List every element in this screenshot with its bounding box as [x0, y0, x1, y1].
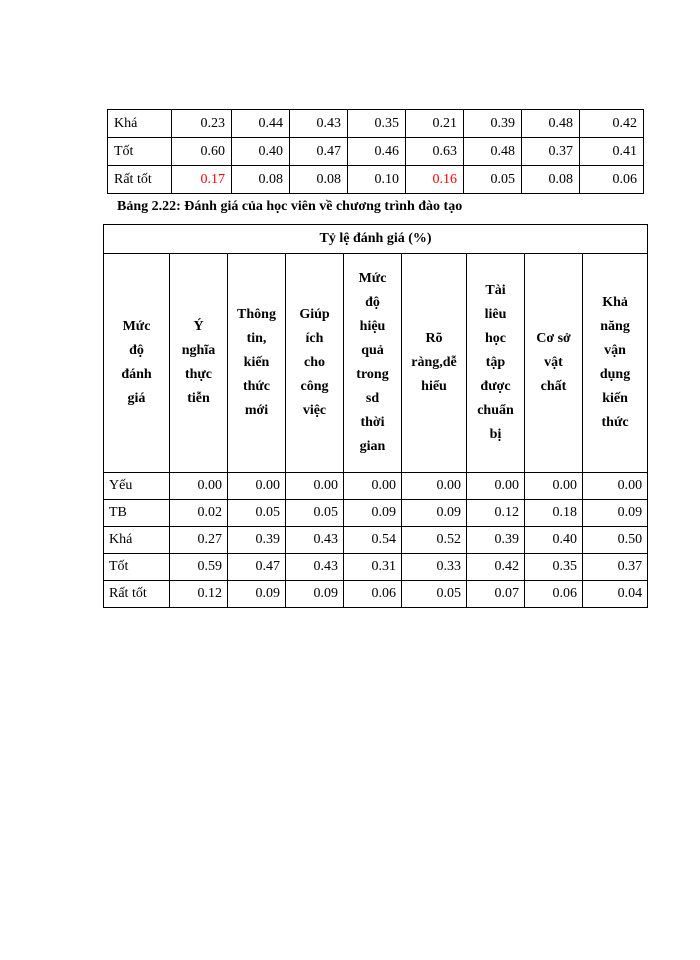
column-header: Mức độ đánh giá — [104, 254, 170, 473]
row-label: Rất tốt — [104, 581, 170, 608]
table-row — [108, 138, 644, 166]
column-header: Tài liêu học tập được chuẩn bị — [467, 254, 525, 473]
table-cell: 0.46 — [348, 138, 406, 166]
row-label: Khá — [108, 110, 172, 138]
table-cell: 0.00 — [467, 473, 525, 500]
table-cell: 0.08 — [522, 166, 580, 194]
table-cell: 0.63 — [406, 138, 464, 166]
table-cell: 0.16 — [406, 166, 464, 194]
table-cell: 0.42 — [580, 110, 644, 138]
table-cell: 0.60 — [172, 138, 232, 166]
table-cell: 0.33 — [402, 554, 467, 581]
table-cell: 0.59 — [170, 554, 228, 581]
table-header-row — [104, 254, 648, 473]
table-cell: 0.39 — [467, 527, 525, 554]
table-cell: 0.27 — [170, 527, 228, 554]
table-cell: 0.07 — [467, 581, 525, 608]
table-cell: 0.06 — [344, 581, 402, 608]
table-row — [104, 500, 648, 527]
table-cell: 0.47 — [228, 554, 286, 581]
column-header: Cơ sở vật chất — [525, 254, 583, 473]
table-cell: 0.43 — [286, 554, 344, 581]
table-cell: 0.40 — [525, 527, 583, 554]
column-header: Mức độ hiệu quả trong sd thời gian — [344, 254, 402, 473]
table-cell: 0.05 — [286, 500, 344, 527]
table-cell: 0.35 — [525, 554, 583, 581]
table-cell: 0.52 — [402, 527, 467, 554]
table-cell: 0.00 — [286, 473, 344, 500]
table-cell: 0.08 — [232, 166, 290, 194]
table-cell: 0.50 — [583, 527, 648, 554]
table-cell: 0.47 — [290, 138, 348, 166]
table-title: Tỷ lệ đánh giá (%) — [104, 225, 648, 254]
table-cell: 0.09 — [583, 500, 648, 527]
table-row — [104, 527, 648, 554]
table-caption: Bảng 2.22: Đánh giá của học viên về chương trình đào tạo — [117, 199, 463, 214]
table-cell: 0.00 — [170, 473, 228, 500]
table-row — [104, 581, 648, 608]
table-cell: 0.23 — [172, 110, 232, 138]
table-row — [108, 110, 644, 138]
table-cell: 0.48 — [522, 110, 580, 138]
evaluation-table — [103, 224, 648, 608]
column-header: Thông tin, kiến thức mới — [228, 254, 286, 473]
column-header: Rõ ràng,dễ hiểu — [402, 254, 467, 473]
row-label: Yếu — [104, 473, 170, 500]
table-cell: 0.42 — [467, 554, 525, 581]
table-cell: 0.21 — [406, 110, 464, 138]
table-cell: 0.08 — [290, 166, 348, 194]
table-cell: 0.39 — [228, 527, 286, 554]
table-cell: 0.00 — [344, 473, 402, 500]
table-cell: 0.31 — [344, 554, 402, 581]
table-cell: 0.05 — [228, 500, 286, 527]
table-cell: 0.43 — [286, 527, 344, 554]
row-label: Tốt — [104, 554, 170, 581]
table-cell: 0.48 — [464, 138, 522, 166]
table-cell: 0.04 — [583, 581, 648, 608]
table-cell: 0.35 — [348, 110, 406, 138]
table-cell: 0.41 — [580, 138, 644, 166]
table-cell: 0.00 — [583, 473, 648, 500]
table-row — [108, 166, 644, 194]
table-cell: 0.09 — [286, 581, 344, 608]
row-label: TB — [104, 500, 170, 527]
row-label: Khá — [104, 527, 170, 554]
table-row — [104, 473, 648, 500]
table-cell: 0.09 — [344, 500, 402, 527]
table-cell: 0.12 — [467, 500, 525, 527]
table-cell: 0.37 — [583, 554, 648, 581]
table-cell: 0.12 — [170, 581, 228, 608]
table-cell: 0.06 — [580, 166, 644, 194]
table-cell: 0.10 — [348, 166, 406, 194]
column-header: Khả năng vận dụng kiến thức — [583, 254, 648, 473]
previous-table-continuation — [107, 109, 644, 194]
table-row — [104, 554, 648, 581]
table-cell: 0.05 — [402, 581, 467, 608]
table-cell: 0.06 — [525, 581, 583, 608]
table-cell: 0.37 — [522, 138, 580, 166]
table-cell: 0.00 — [525, 473, 583, 500]
table-cell: 0.02 — [170, 500, 228, 527]
table-cell: 0.05 — [464, 166, 522, 194]
column-header: Giúp ích cho công việc — [286, 254, 344, 473]
table-cell: 0.09 — [228, 581, 286, 608]
table-cell: 0.00 — [402, 473, 467, 500]
column-header: Ý nghĩa thực tiễn — [170, 254, 228, 473]
table-cell: 0.40 — [232, 138, 290, 166]
table-cell: 0.54 — [344, 527, 402, 554]
row-label: Rất tốt — [108, 166, 172, 194]
table-cell: 0.18 — [525, 500, 583, 527]
table-cell: 0.44 — [232, 110, 290, 138]
table-cell: 0.00 — [228, 473, 286, 500]
table-cell: 0.09 — [402, 500, 467, 527]
row-label: Tốt — [108, 138, 172, 166]
table-cell: 0.43 — [290, 110, 348, 138]
table-cell: 0.17 — [172, 166, 232, 194]
table-cell: 0.39 — [464, 110, 522, 138]
